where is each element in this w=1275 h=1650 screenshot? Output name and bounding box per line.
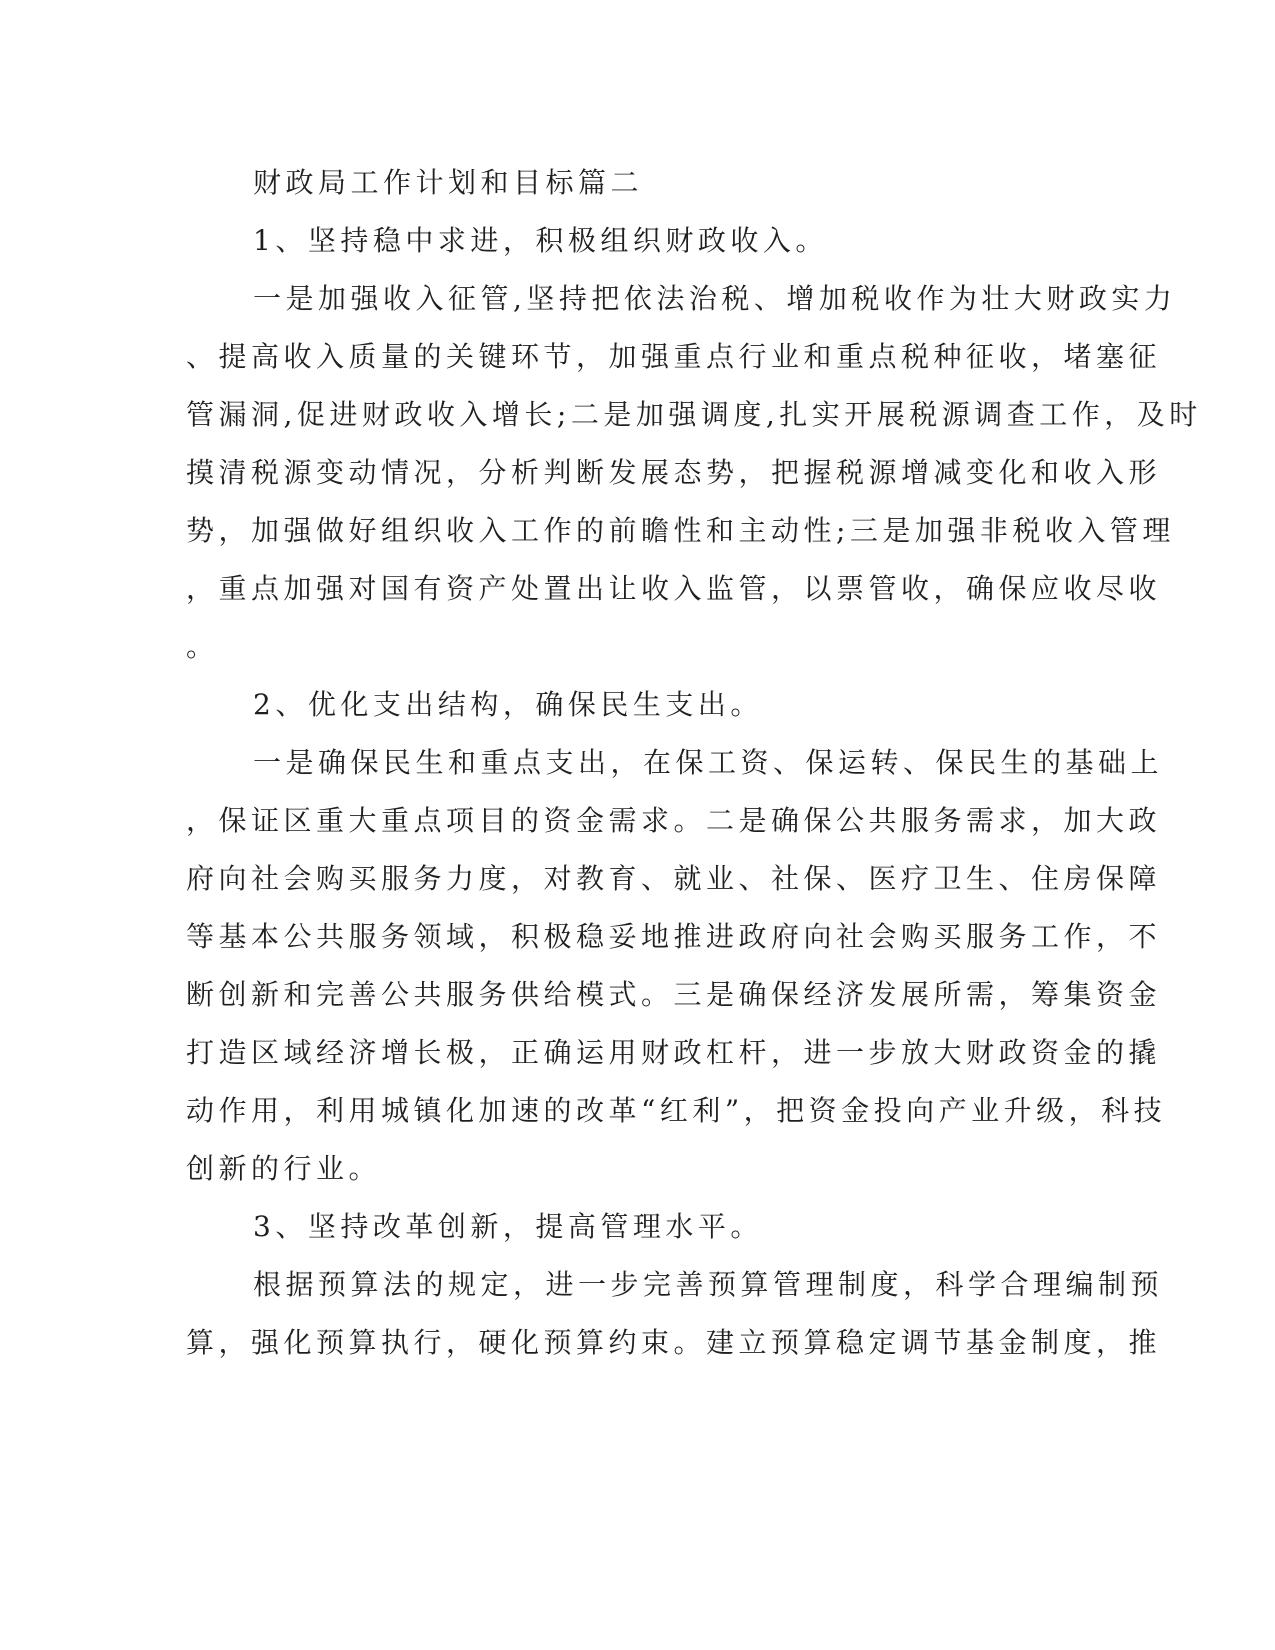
paragraph-line: ，重点加强对国有资产处置出让收入监管，以票管收，确保应收尽收 [186, 572, 1162, 605]
section-heading-2: 2、优化支出结构，确保民生支出。 [253, 688, 763, 721]
paragraph-line: ，保证区重大重点项目的资金需求。二是确保公共服务需求，加大政 [186, 804, 1162, 837]
paragraph-line: 一是确保民生和重点支出，在保工资、保运转、保民生的基础上 [253, 746, 1164, 779]
paragraph-line: 一是加强收入征管,坚持把依法治税、增加税收作为壮大财政实力 [253, 282, 1177, 315]
document-title: 财政局工作计划和目标篇二 [253, 166, 644, 199]
section-heading-3: 3、坚持改革创新，提高管理水平。 [253, 1210, 763, 1243]
paragraph-line: 打造区域经济增长极，正确运用财政杠杆，进一步放大财政资金的撬 [186, 1036, 1162, 1069]
paragraph-line: 算，强化预算执行，硬化预算约束。建立预算稳定调节基金制度，推 [186, 1326, 1162, 1359]
paragraph-line: 根据预算法的规定，进一步完善预算管理制度，科学合理编制预 [253, 1268, 1164, 1301]
paragraph-line: 势，加强做好组织收入工作的前瞻性和主动性;三是加强非税收入管理 [186, 514, 1175, 547]
paragraph-line: 动作用，利用城镇化加速的改革“红利”，把资金投向产业升级，科技 [186, 1094, 1167, 1127]
paragraph-line: 、提高收入质量的关键环节，加强重点行业和重点税种征收，堵塞征 [186, 340, 1162, 373]
section-heading-1: 1、坚持稳中求进，积极组织财政收入。 [253, 224, 828, 257]
paragraph-line: 摸清税源变动情况，分析判断发展态势，把握税源增减变化和收入形 [186, 456, 1162, 489]
paragraph-line: 。 [186, 630, 219, 663]
paragraph-line: 管漏洞,促进财政收入增长;二是加强调度,扎实开展税源调查工作，及时 [186, 398, 1202, 431]
paragraph-line: 等基本公共服务领域，积极稳妥地推进政府向社会购买服务工作，不 [186, 920, 1162, 953]
paragraph-line: 断创新和完善公共服务供给模式。三是确保经济发展所需，筹集资金 [186, 978, 1162, 1011]
paragraph-line: 创新的行业。 [186, 1152, 382, 1185]
paragraph-line: 府向社会购买服务力度，对教育、就业、社保、医疗卫生、住房保障 [186, 862, 1162, 895]
